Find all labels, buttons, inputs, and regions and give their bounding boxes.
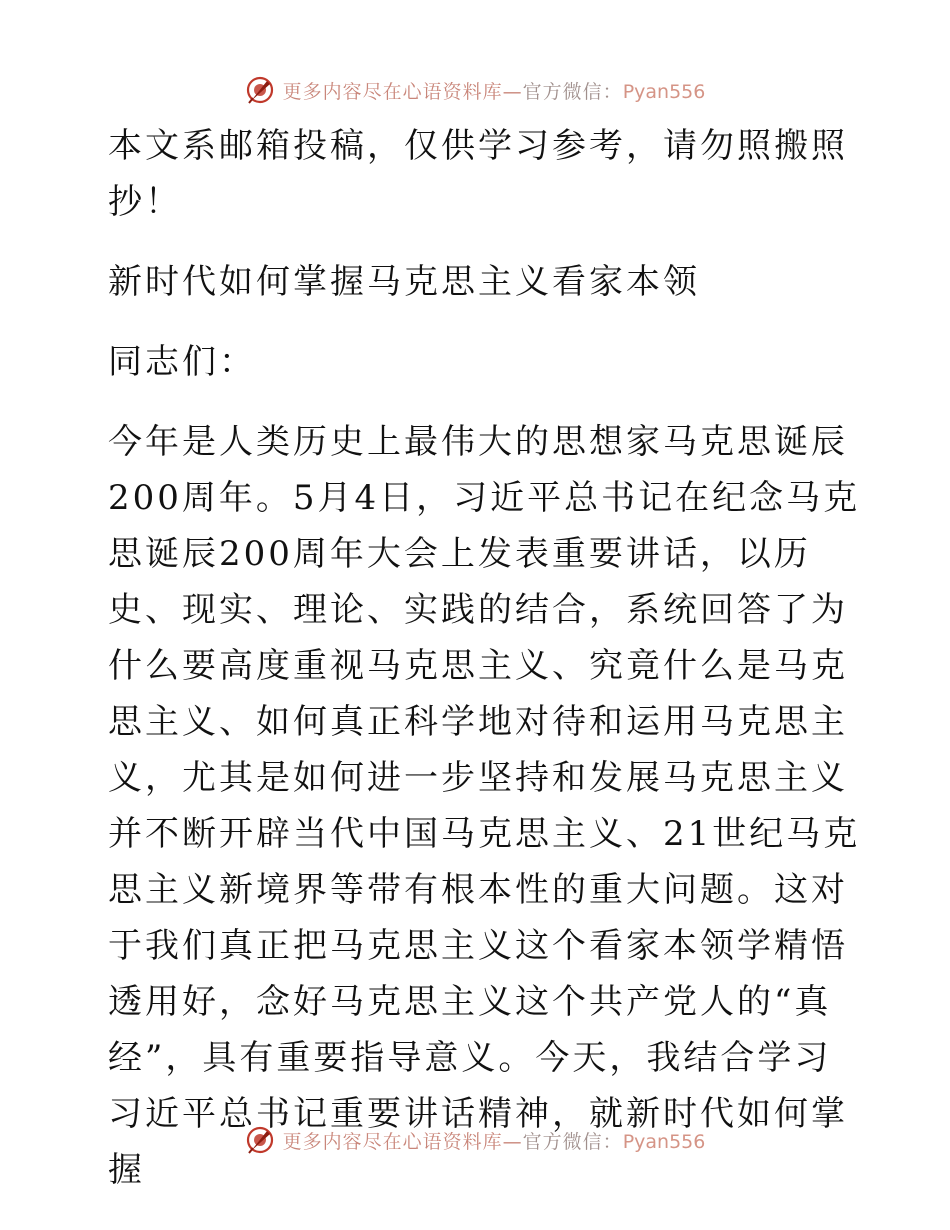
watermark-text (283, 1127, 706, 1154)
watermark-separator: — (502, 80, 523, 103)
watermark-text (283, 77, 706, 104)
watermark-slogan: 更多内容尽在心语资料库 (282, 80, 503, 103)
watermark-footer (0, 1120, 950, 1160)
watermark-header (0, 70, 950, 110)
watermark-wechat-id: Pyan556 (622, 80, 706, 103)
watermark-slogan: 更多内容尽在心语资料库 (282, 1130, 503, 1153)
salutation: 同志们： (108, 342, 256, 382)
watermark-official-label: 官方微信： (522, 80, 623, 103)
watermark-official-label: 官方微信： (522, 1130, 623, 1153)
body-paragraph: 今年是人类历史上最伟大的思想家马克思诞辰200周年。5月4日，习近平总书记在纪念马克思诞辰200周年大会上发表重要讲话，以历史、现实、理论、实践的结合，系统回答了为什么要高度重视马克思主义、究竟什么是马克思主义、如何真正科学地对待和运用马克思主义，尤其是如何进一步坚持和发展马克思主义并不断开辟当代中国马克思主义、21世纪马克思主义新境界等带有根本性的重大问题。这对于我们真正把马克思主义这个看家本领学精悟透用好，念好马克思主义这个共产党人的“真经”，具有重要指导意义。今天，我结合学习习近平总书记重要讲话精神，就新时代如何掌握 (108, 422, 861, 1190)
document-title: 新时代如何掌握马克思主义看家本领 (108, 262, 700, 302)
watermark-separator: — (502, 1130, 523, 1153)
notice-text: 本文系邮箱投稿，仅供学习参考，请勿照搬照抄！ (108, 126, 848, 222)
quill-pen-circle-icon (245, 1125, 275, 1155)
document-body (96, 118, 866, 1198)
watermark-wechat-id: Pyan556 (622, 1130, 706, 1153)
quill-pen-circle-icon (245, 75, 275, 105)
